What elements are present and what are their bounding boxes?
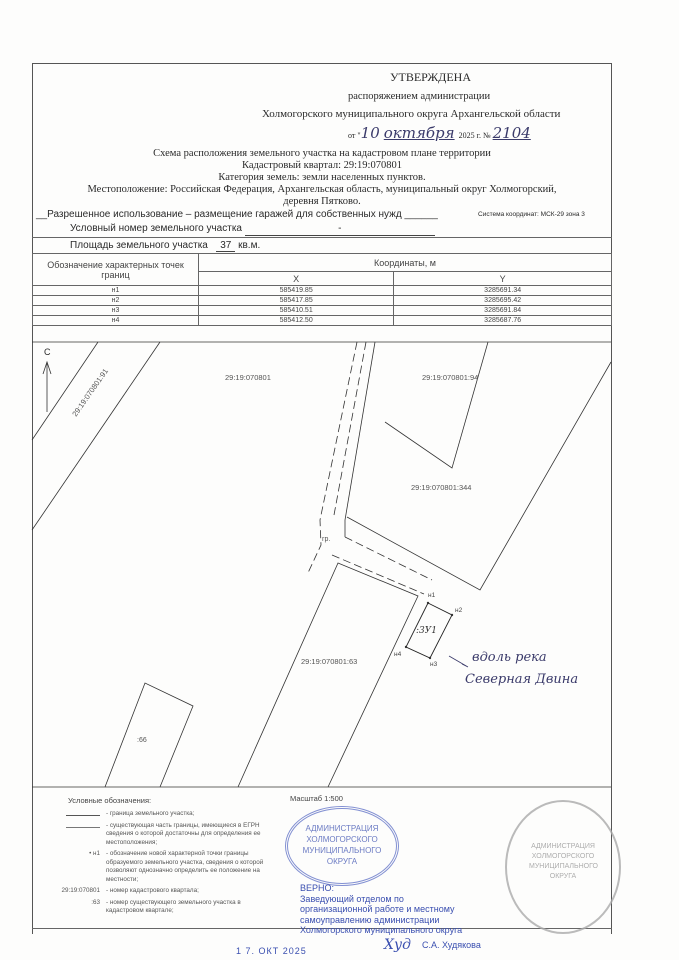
- cell-point: н2: [33, 296, 199, 306]
- handwritten-note-1: вдоль река: [472, 650, 547, 665]
- stamp-right: [505, 800, 621, 934]
- legend-title: Условные обозначения:: [68, 796, 152, 805]
- signature: Худ: [384, 937, 411, 953]
- label-n4: н4: [394, 651, 402, 658]
- date-prefix: от ": [348, 131, 361, 140]
- parcel-66-boundary: [105, 683, 193, 787]
- parcel-94-boundary: [385, 342, 488, 468]
- cell-y: 3285691.34: [394, 286, 612, 296]
- label-n1: н1: [428, 592, 436, 599]
- label-parcel-91: 29:19:070801:91: [70, 366, 110, 419]
- area-value: 37: [216, 240, 235, 252]
- parcel-91-boundary: [32, 342, 160, 530]
- label-parcel-66: :66: [137, 737, 147, 744]
- permitted-use: __Разрешенное использование – размещение гаражей для собственных нужд ______: [36, 209, 438, 220]
- order-number: 2104: [492, 124, 531, 142]
- cell-point: н3: [33, 306, 199, 316]
- land-category: Категория земель: земли населенных пунктов.: [218, 172, 426, 183]
- legend-line-symbol: [56, 822, 106, 848]
- legend-row: [56, 899, 276, 916]
- legend-row: [56, 850, 276, 884]
- legend-row: [56, 887, 276, 896]
- authority: Холмогорского муниципального округа Архангельской области: [262, 108, 561, 120]
- legend-line-symbol: [56, 810, 106, 819]
- cell-x: 585412.50: [199, 316, 394, 326]
- cadastral-quarter: Кадастровый квартал: 29:19:070801: [242, 160, 402, 171]
- road-edge: [345, 342, 375, 537]
- handwritten-note-2: Северная Двина: [465, 672, 579, 687]
- approved-heading: УТВЕРЖДЕНА: [390, 70, 472, 84]
- cell-x: 585410.51: [199, 306, 394, 316]
- area-label: Площадь земельного участка: [70, 240, 208, 251]
- road-dashed-edge: [307, 342, 357, 575]
- cell-x: 585417.85: [199, 296, 394, 306]
- certification-line: организационной работе и местному: [300, 904, 455, 914]
- legend-item: - граница земельного участка;: [106, 810, 195, 817]
- stamp-left: [285, 806, 399, 886]
- cell-y: 3285691.84: [394, 306, 612, 316]
- cell-point: н4: [33, 316, 199, 326]
- legend-row: [56, 810, 276, 819]
- cell-y: 3285687.76: [394, 316, 612, 326]
- date-month: октября: [383, 124, 455, 142]
- col-x-header: X: [199, 272, 394, 286]
- road-dashed-edge: [332, 555, 424, 594]
- north-label: С: [44, 347, 51, 357]
- label-parcel-344: 29:19:070801:344: [411, 483, 472, 492]
- legend-item: - номер кадастрового квартала;: [106, 887, 199, 894]
- parcel-344-boundary: [347, 362, 611, 590]
- area-unit: кв.м.: [238, 240, 261, 251]
- handwritten-arrow-icon: [449, 656, 468, 667]
- parcel-63-boundary: [238, 563, 418, 787]
- cell-y: 3285695.42: [394, 296, 612, 306]
- certification-line: самоуправлению администрации: [300, 914, 440, 925]
- stamp-left-text: АДМИНИСТРАЦИЯ ХОЛМОГОРСКОГО МУНИЦИПАЛЬНОГО ОКРУГА: [302, 824, 382, 866]
- legend-item: - номер существующего земельного участка в кадастровом квартале;: [106, 898, 241, 914]
- location-line-2: деревня Пятково.: [283, 196, 361, 207]
- legend-item: - обозначение новой характерной точки границы образуемого земельного участка, сведения о которой позволяют однозначно определить ее положение на местности;: [106, 850, 264, 883]
- approved-by: распоряжением администрации: [348, 91, 491, 102]
- label-new-plot: :3У1: [416, 626, 437, 636]
- legend-quarter-symbol: 29:19:070801: [61, 887, 100, 894]
- certification-block: [300, 883, 462, 936]
- signer-name: С.А. Худякова: [422, 940, 481, 950]
- legend-row: [56, 822, 276, 848]
- label-parcel-63: 29:19:070801:63: [301, 657, 358, 666]
- label-parcel-94: 29:19:070801:94: [422, 373, 479, 382]
- legend-point-symbol: • н1: [89, 850, 100, 857]
- cell-point: н1: [33, 286, 199, 296]
- location-line-1: Местоположение: Российская Федерация, Архангельская область, муниципальный округ Холмогорский,: [87, 184, 557, 195]
- label-gr: гр.: [322, 536, 331, 543]
- permitted-use-text: Разрешенное использование – размещение гаражей для собственных нужд: [47, 209, 402, 220]
- legend-parcel-symbol: :63: [91, 898, 100, 906]
- legend: [56, 810, 276, 919]
- conditional-number-value: -: [245, 223, 435, 236]
- col-coords-header: Координаты, м: [199, 254, 612, 272]
- date-year: 2025 г. №: [458, 131, 491, 140]
- date-day: 10: [360, 124, 380, 142]
- label-n2: н2: [455, 607, 463, 614]
- cell-x: 585419.85: [199, 286, 394, 296]
- col-y-header: Y: [394, 272, 612, 286]
- road-dashed-edge: [345, 537, 432, 580]
- certification-verno: ВЕРНО:: [300, 883, 335, 893]
- stamp-right-text: АДМИНИСТРАЦИЯ ХОЛМОГОРСКОГО МУНИЦИПАЛЬНОГО ОКРУГА: [529, 843, 598, 880]
- conditional-number-label: Условный номер земельного участка: [70, 223, 242, 234]
- certification-line: Заведующий отделом по: [300, 893, 404, 904]
- scheme-title: Схема расположения земельного участка на кадастровом плане территории: [153, 148, 491, 159]
- certification-line: Холмогорского муниципального округа: [300, 925, 463, 935]
- date-stamp: 1 7. ОКТ 2025: [236, 946, 307, 956]
- label-n3: н3: [430, 661, 438, 668]
- label-quarter: 29:19:070801: [225, 373, 271, 382]
- legend-item: - существующая часть границы, имеющиеся в ЕГРН сведения о которой достаточны для определения ее местоположения;: [106, 821, 261, 846]
- scale: Масштаб 1:500: [290, 794, 343, 803]
- col-point-header: Обозначение характерных точек границ: [33, 254, 199, 286]
- coord-system: Система координат: МСК-29 зона 3: [478, 211, 585, 218]
